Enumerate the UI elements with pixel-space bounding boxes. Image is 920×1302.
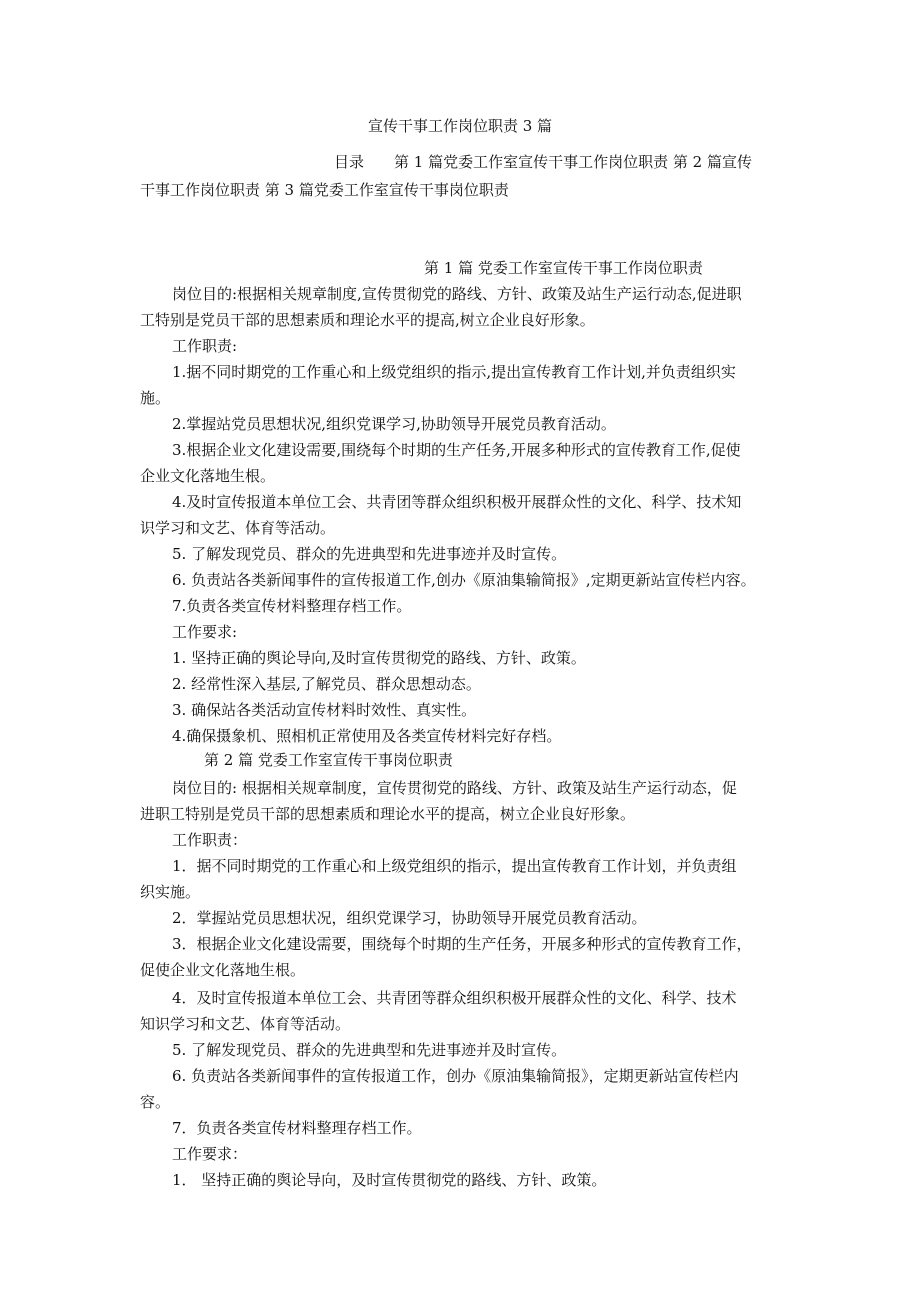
section2-purpose-line-2: 进职工特别是党员干部的思想素质和理论水平的提高，树立企业良好形象。 — [140, 805, 636, 823]
section1-duty1-line-1: 1.据不同时期党的工作重心和上级党组织的指示,提出宣传教育工作计划,并负责组织实 — [172, 363, 736, 381]
section2-duty6-line-2: 容。 — [140, 1093, 171, 1111]
section2-duty5: 5. 了解发现党员、群众的先进典型和先进事迹并及时宣传。 — [172, 1041, 567, 1059]
toc-entries-line-1: 第 1 篇党委工作室宣传干事工作岗位职责 第 2 篇宣传 — [394, 153, 752, 171]
section2-heading: 第 2 篇 党委工作室宣传干事岗位职责 — [204, 751, 453, 769]
section1-req2: 2. 经常性深入基层,了解党员、群众思想动态。 — [172, 675, 481, 693]
section1-heading: 第 1 篇 党委工作室宣传干事工作岗位职责 — [424, 259, 703, 277]
section2-req-label: 工作要求： — [172, 1145, 248, 1163]
section2-duty4-line-2: 知识学习和文艺、体育等活动。 — [140, 1015, 351, 1033]
section2-duty1-line-2: 织实施。 — [140, 883, 201, 901]
section1-duty2: 2.掌握站党员思想状况,组织党课学习,协助领导开展党员教育活动。 — [172, 415, 616, 433]
toc-label: 目录 — [334, 153, 365, 171]
section1-duty5: 5. 了解发现党员、群众的先进典型和先进事迹并及时宣传。 — [172, 545, 567, 563]
section2-duty3-line-1: 3．根据企业文化建设需要，围绕每个时期的生产任务，开展多种形式的宣传教育工作， — [172, 935, 752, 953]
toc-line-1 — [334, 152, 752, 172]
section2-duty6-line-1: 6. 负责站各类新闻事件的宣传报道工作，创办《原油集输简报》，定期更新站宣传栏内 — [172, 1067, 739, 1085]
section2-duty2: 2．掌握站党员思想状况，组织党课学习，协助领导开展党员教育活动。 — [172, 909, 647, 927]
section1-req4: 4.确保摄象机、照相机正常使用及各类宣传材料完好存档。 — [172, 727, 562, 745]
section1-duties-label: 工作职责: — [172, 337, 238, 355]
toc-entries-line-2: 干事工作岗位职责 第 3 篇党委工作室宣传干事岗位职责 — [140, 181, 509, 199]
section1-duty3-line-1: 3.根据企业文化建设需要,围绕每个时期的生产任务,开展多种形式的宣传教育工作,促使 — [172, 441, 741, 459]
section1-duty1-line-2: 施。 — [140, 389, 171, 407]
section2-purpose-line-1: 岗位目的: 根据相关规章制度，宣传贯彻党的路线、方针、政策及站生产运行动态，促 — [172, 779, 737, 797]
section1-duty4-line-1: 4.及时宣传报道本单位工会、共青团等群众组织积极开展群众性的文化、科学、技术知 — [172, 493, 742, 511]
section1-purpose-line-1: 岗位目的:根据相关规章制度,宣传贯彻党的路线、方针、政策及站生产运行动态,促进职 — [172, 285, 742, 303]
section1-req3: 3. 确保站各类活动宣传材料时效性、真实性。 — [172, 701, 477, 719]
section1-duty3-line-2: 企业文化落地生根。 — [140, 467, 276, 485]
section2-duty3-line-2: 促使企业文化落地生根。 — [140, 961, 306, 979]
section1-duty4-line-2: 识学习和文艺、体育等活动。 — [140, 519, 336, 537]
section2-req1: 1． 坚持正确的舆论导向，及时宣传贯彻党的路线、方针、政策。 — [172, 1171, 607, 1189]
section1-duty7: 7.负责各类宣传材料整理存档工作。 — [172, 597, 412, 615]
section1-purpose-line-2: 工特别是党员干部的思想素质和理论水平的提高,树立企业良好形象。 — [140, 311, 595, 329]
section2-duty4-line-1: 4．及时宣传报道本单位工会、共青团等群众组织积极开展群众性的文化、科学、技术 — [172, 989, 737, 1007]
section2-duty7: 7．负责各类宣传材料整理存档工作。 — [172, 1119, 422, 1137]
section2-duties-label: 工作职责： — [172, 831, 248, 849]
section1-req-label: 工作要求: — [172, 623, 238, 641]
document-title: 宣传干事工作岗位职责 3 篇 — [367, 117, 553, 135]
section1-duty6: 6. 负责站各类新闻事件的宣传报道工作,创办《原油集输简报》,定期更新站宣传栏内容。 — [172, 571, 756, 589]
section1-req1: 1. 坚持正确的舆论导向,及时宣传贯彻党的路线、方针、政策。 — [172, 649, 586, 667]
section2-duty1-line-1: 1．据不同时期党的工作重心和上级党组织的指示，提出宣传教育工作计划，并负责组 — [172, 857, 737, 875]
